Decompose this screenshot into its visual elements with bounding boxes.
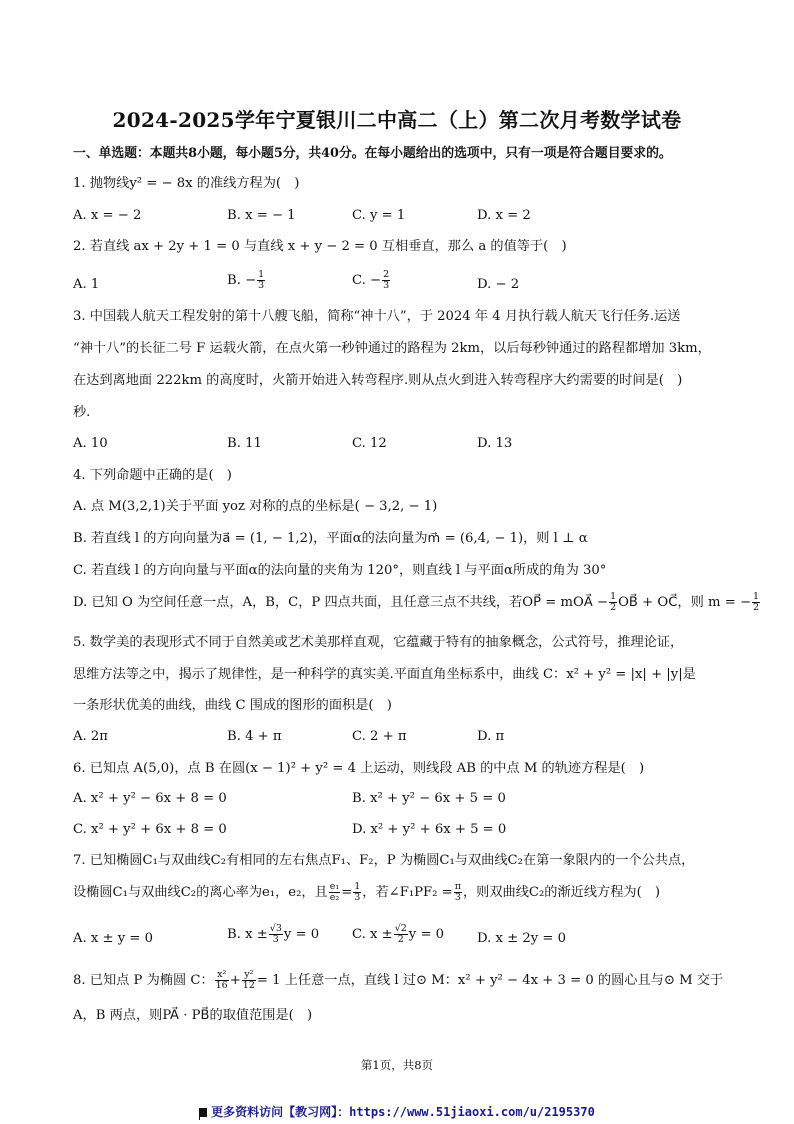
q7-text-d: ，则双曲线C₂的渐近线方程为( ) xyxy=(462,885,661,900)
q4-option-d-text: D. 已知 O 为空间任意一点，A，B，C，P 四点共面，且任意三点不共线，若OP⃗ = mOA⃗ − xyxy=(73,595,609,610)
q8-text-b: + xyxy=(229,973,241,988)
question-6-stem: 6. 已知点 A(5,0)，点 B 在圆(x − 1)² + y² = 4 上运动，则线段 AB 的中点 M 的轨迹方程是( ) xyxy=(73,761,645,776)
question-3-line-4: 秒. xyxy=(73,405,91,420)
q7-third-fraction xyxy=(353,882,361,903)
q2-option-d: D. − 2 xyxy=(477,277,520,292)
q3-option-d: D. 13 xyxy=(477,436,513,451)
q5-option-c: C. 2 + π xyxy=(352,729,407,744)
promo-banner[interactable] xyxy=(0,1103,794,1120)
flag-icon xyxy=(199,1108,207,1117)
q2-option-a: A. 1 xyxy=(73,277,100,292)
q2-option-b-fraction xyxy=(257,270,265,291)
q7-option-c xyxy=(352,924,444,945)
q4-option-d xyxy=(73,592,761,613)
q2-option-b xyxy=(227,270,266,291)
question-3-line-3: 在达到离地面 222km 的高度时，火箭开始进入转弯程序.则从点火到进入转弯程序大约需要的时间是( ) xyxy=(73,373,683,388)
frac-numerator: y² xyxy=(242,970,256,981)
q2-option-b-label: B. − xyxy=(227,273,257,288)
question-2-stem: 2. 若直线 ax + 2y + 1 = 0 与直线 x + y − 2 = 0 互相垂直，那么 a 的值等于( ) xyxy=(73,239,567,254)
page-title: 2024-2025学年宁夏银川二中高二（上）第二次月考数学试卷 xyxy=(112,108,682,132)
frac-denominator: 2 xyxy=(610,602,617,613)
q7-option-c-tail: y = 0 xyxy=(408,927,445,942)
frac-numerator: 2 xyxy=(383,269,390,280)
q6-option-b: B. x² + y² − 6x + 5 = 0 xyxy=(352,791,506,806)
q3-option-c: C. 12 xyxy=(352,436,387,451)
q1-option-c: C. y = 1 xyxy=(352,208,406,223)
frac-denominator: 3 xyxy=(383,280,390,291)
q4-option-d-fraction-2 xyxy=(752,592,760,613)
frac-numerator: 1 xyxy=(354,881,361,892)
frac-numerator: 1 xyxy=(610,591,617,602)
q3-option-a: A. 10 xyxy=(73,436,108,451)
frac-numerator: π xyxy=(454,881,461,892)
question-5-line-1: 5. 数学美的表现形式不同于自然美或艺术美那样直观，它蕴藏于特有的抽象概念，公式符号，推理论证， xyxy=(73,635,684,650)
frac-numerator: √3 xyxy=(269,923,282,934)
q8-y-fraction xyxy=(242,970,256,991)
q7-option-c-fraction xyxy=(394,924,408,945)
q7-option-b-fraction xyxy=(269,924,283,945)
frac-denominator: 2 xyxy=(753,602,760,613)
q4-option-a: A. 点 M(3,2,1)关于平面 yoz 对称的点的坐标是( − 3,2, − 1) xyxy=(73,499,438,514)
page-footer: 第1页，共8页 xyxy=(360,1058,434,1072)
frac-denominator: 16 xyxy=(215,980,228,991)
q7-option-b-tail: y = 0 xyxy=(283,927,320,942)
q6-option-a: A. x² + y² − 6x + 8 = 0 xyxy=(73,791,227,806)
frac-denominator: 2 xyxy=(397,934,404,945)
q1-option-a: A. x = − 2 xyxy=(73,208,142,223)
q8-text-c: = 1 上任意一点，直线 l 过⊙ M：x² + y² − 4x + 3 = 0 的圆心且与⊙ M 交于 xyxy=(256,973,724,988)
question-8-line-1 xyxy=(73,970,723,991)
q5-option-d: D. π xyxy=(477,729,505,744)
q7-option-a: A. x ± y = 0 xyxy=(73,931,154,946)
frac-denominator: 3 xyxy=(272,934,279,945)
q4-option-d-fraction-1 xyxy=(609,592,617,613)
frac-denominator: 12 xyxy=(242,980,255,991)
q7-option-b-label: B. x ± xyxy=(227,927,268,942)
question-4-stem: 4. 下列命题中正确的是( ) xyxy=(73,468,232,483)
frac-denominator: 3 xyxy=(454,892,461,903)
section-heading: 一、单选题：本题共8小题，每小题5分，共40分。在每小题给出的选项中，只有一项是符合题目要求的。 xyxy=(73,146,672,161)
q7-eccentricity-ratio xyxy=(329,882,340,903)
frac-numerator: x² xyxy=(215,970,229,981)
q5-option-a: A. 2π xyxy=(73,729,108,744)
q1-option-d: D. x = 2 xyxy=(477,208,531,223)
question-3-line-2: “神十八”的长征二号 F 运载火箭，在点火第一秒钟通过的路程为 2km，以后每秒钟通过的路程都增加 3km， xyxy=(73,341,711,356)
question-1-stem: 1. 抛物线y² = − 8x 的准线方程为( ) xyxy=(73,176,300,191)
q3-option-b: B. 11 xyxy=(227,436,262,451)
frac-denominator: e₂ xyxy=(329,892,340,903)
q5-option-b: B. 4 + π xyxy=(227,729,282,744)
question-3-line-1: 3. 中国载人航天工程发射的第十八艘飞船，简称“神十八”，于 2024 年 4 月执行载人航天飞行任务.运送 xyxy=(73,309,681,324)
q7-text-c: ，若∠F₁PF₂ = xyxy=(362,885,453,900)
q6-option-d: D. x² + y² + 6x + 5 = 0 xyxy=(352,822,507,837)
q7-option-c-label: C. x ± xyxy=(352,927,393,942)
frac-numerator: 1 xyxy=(753,591,760,602)
q7-text-a: 设椭圆C₁与双曲线C₂的离心率为e₁，e₂，且 xyxy=(73,885,328,900)
q2-option-c-fraction xyxy=(382,270,390,291)
q2-option-c xyxy=(352,270,391,291)
q4-option-c: C. 若直线 l 的方向向量与平面α的法向量的夹角为 120°，则直线 l 与平面α所成的角为 30° xyxy=(73,563,607,578)
question-7-line-2 xyxy=(73,882,660,903)
q7-option-d: D. x ± 2y = 0 xyxy=(477,931,567,946)
q7-option-b xyxy=(227,924,319,945)
q7-angle-fraction xyxy=(454,882,462,903)
frac-numerator: 1 xyxy=(258,269,265,280)
q8-text-a: 8. 已知点 P 为椭圆 C： xyxy=(73,973,214,988)
question-8-line-2: A，B 两点，则PA⃗ · PB⃗的取值范围是( ) xyxy=(73,1008,313,1023)
frac-denominator: 3 xyxy=(354,892,361,903)
q4-option-b: B. 若直线 l 的方向向量为a⃗ = (1, − 1,2)，平面α的法向量为m⃗ = (6,4, − 1)，则 l ⊥ α xyxy=(73,531,588,546)
frac-numerator: √2 xyxy=(394,923,407,934)
frac-numerator: e₁ xyxy=(329,881,340,892)
frac-denominator: 3 xyxy=(258,280,265,291)
question-5-line-2: 思维方法等之中，揭示了规律性，是一种科学的真实美.平面直角坐标系中，曲线 C：x² + y² = |x| + |y|是 xyxy=(73,667,696,682)
question-7-line-1: 7. 已知椭圆C₁与双曲线C₂有相同的左右焦点F₁、F₂，P 为椭圆C₁与双曲线C₂在第一象限内的一个公共点， xyxy=(73,853,695,868)
promo-text[interactable]: 更多资料访问【教习网】：https://www.51jiaoxi.com/u/2195370 xyxy=(211,1105,595,1119)
question-5-line-3: 一条形状优美的曲线，曲线 C 围成的图形的面积是( ) xyxy=(73,698,392,713)
q1-option-b: B. x = − 1 xyxy=(227,208,296,223)
q4-option-d-text-2: OB⃗ + OC⃗，则 m = − xyxy=(618,595,751,610)
q8-x-fraction xyxy=(215,970,229,991)
q6-option-c: C. x² + y² + 6x + 8 = 0 xyxy=(73,822,227,837)
q7-text-b: = xyxy=(341,885,353,900)
q2-option-c-label: C. − xyxy=(352,273,382,288)
